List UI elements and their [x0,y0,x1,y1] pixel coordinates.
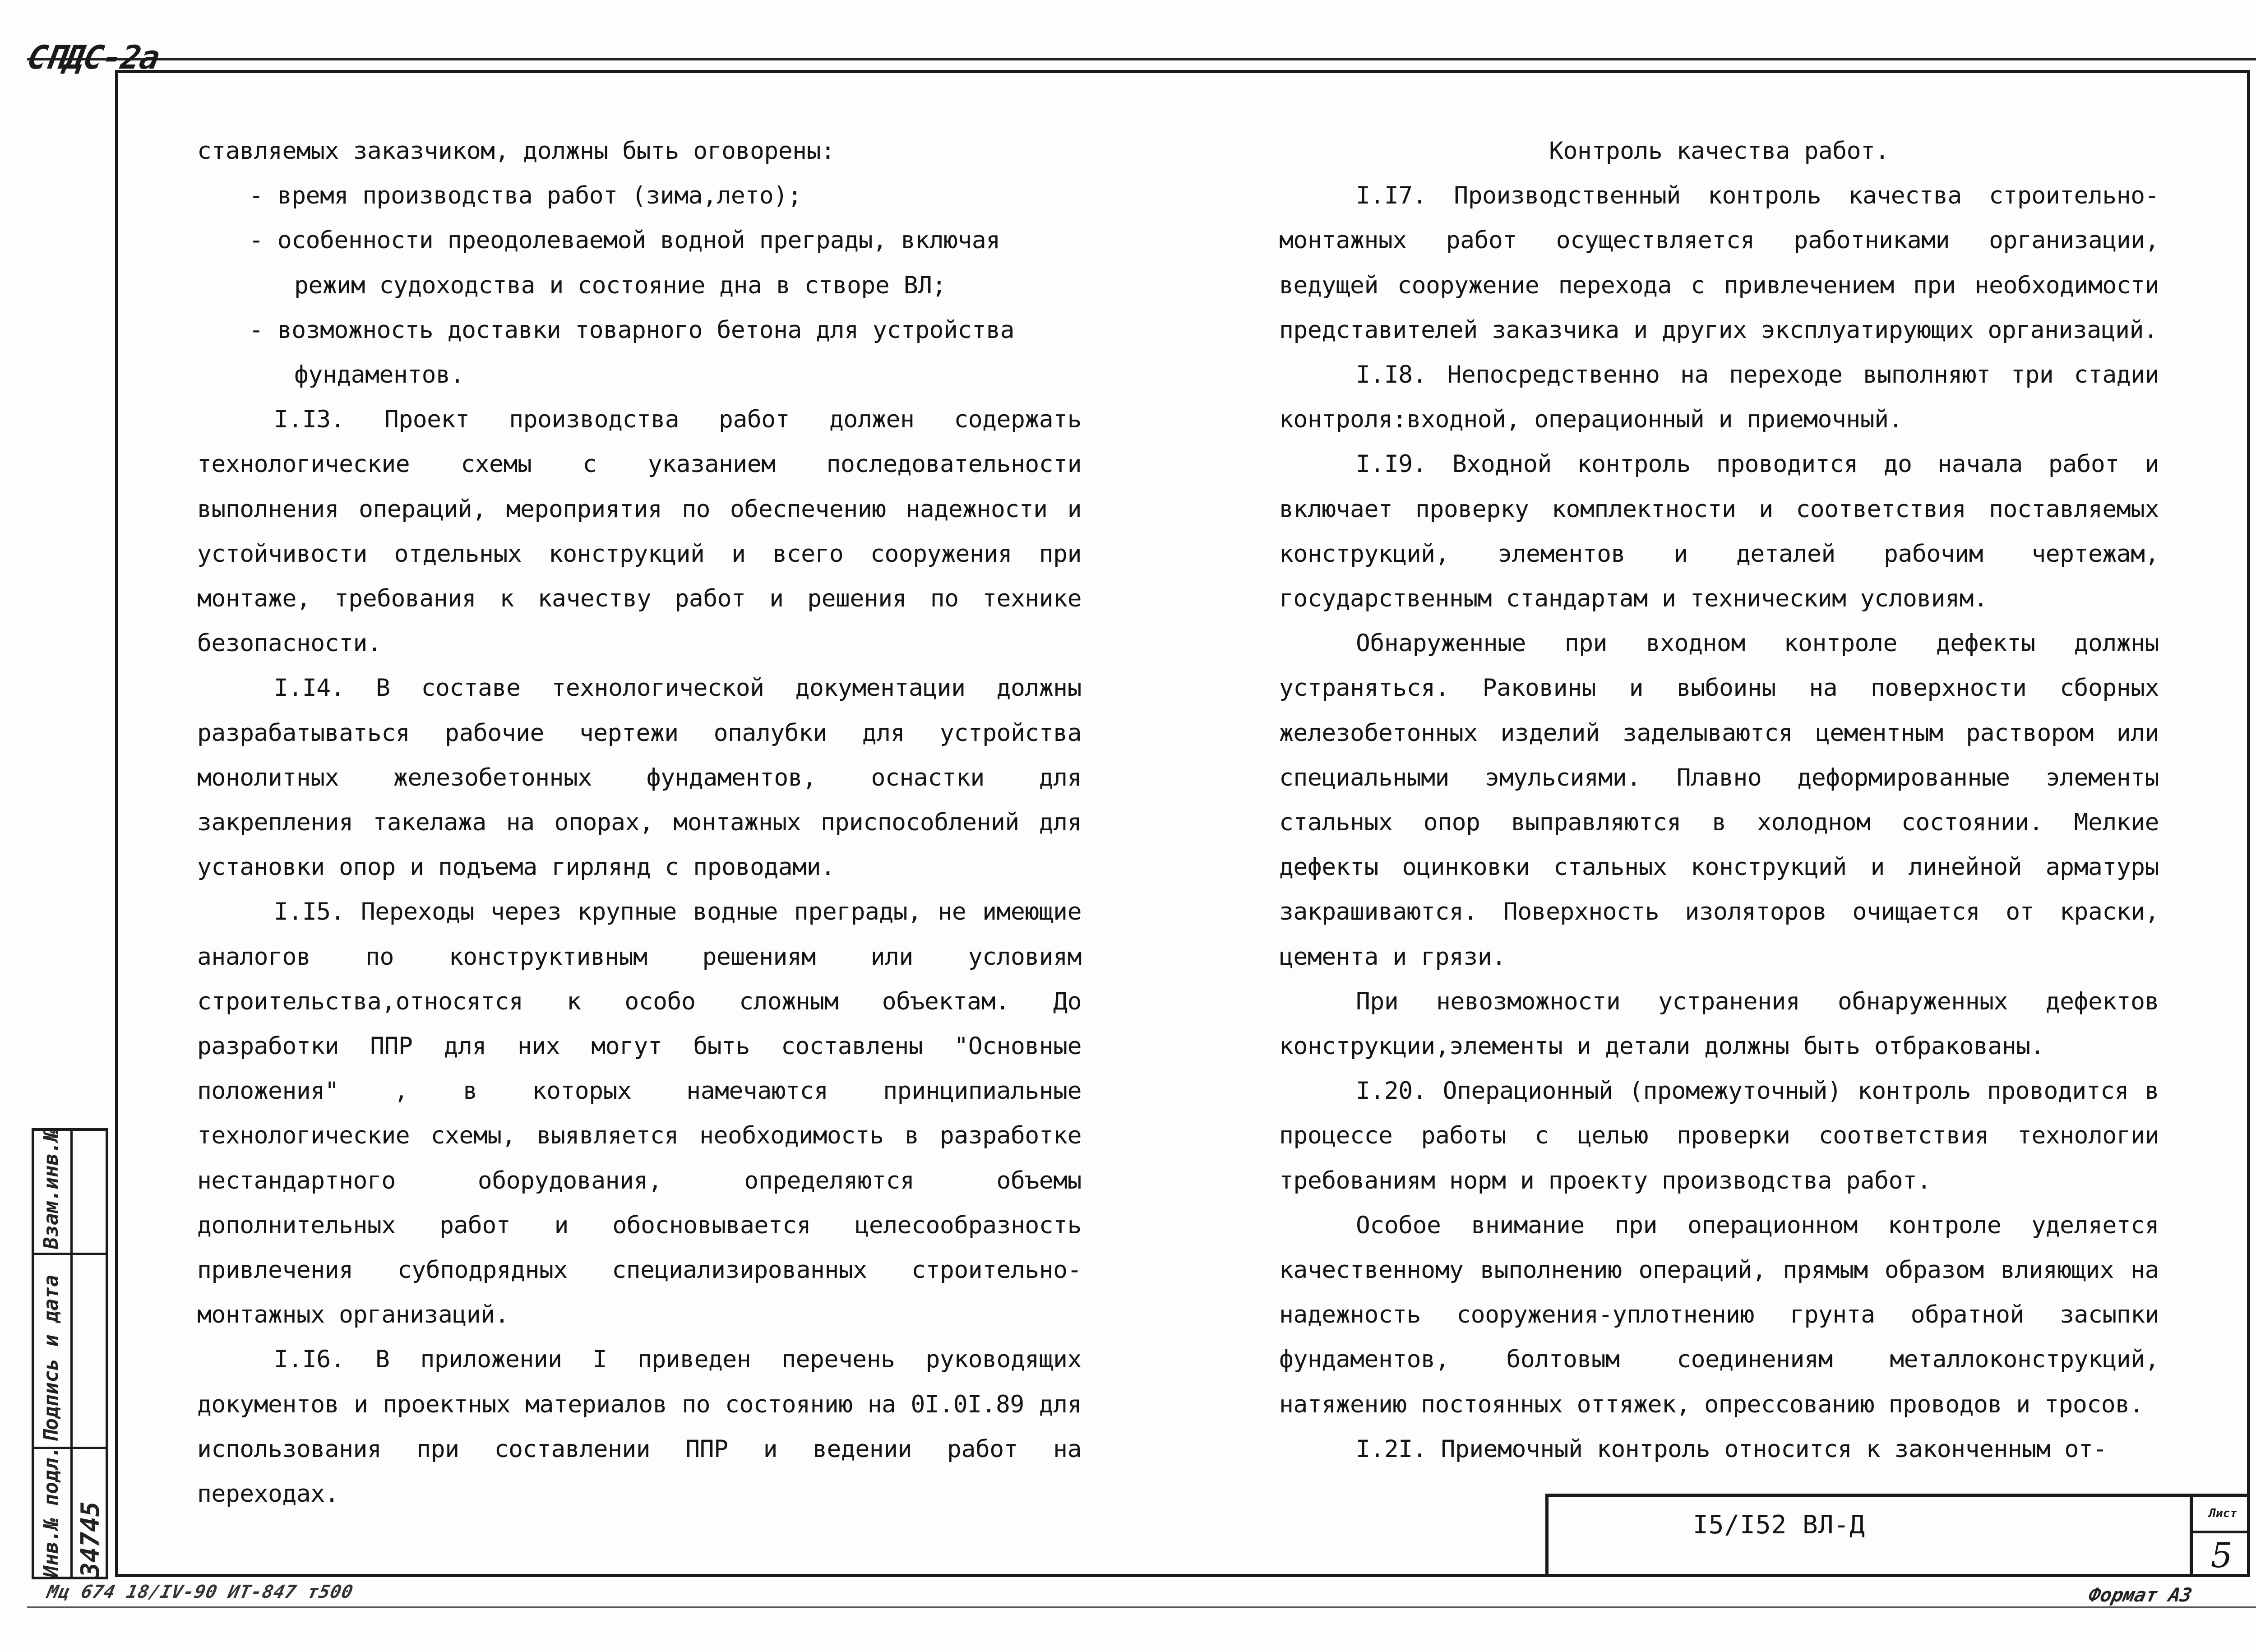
paragraph: Особое внимание при операционном контроле уделяется качественному выполнению операций, прямым образом влияющих на надежность сооружения-уплотнению грунта обратной засыпки фундаментов, болтовым соединениям металлоконструкций, натяжению постоянных оттяжек, опрессованию проводов и тросов. [1279,1211,2159,1418]
left-column [197,129,1082,1516]
paragraph: I.I5. Переходы через крупные водные преграды, не имеющие аналогов по конструктивным решениям или условиям строительства,относятся к особо сложным объектам. До разработки ППР для них могут быть составлены "Основные положения" , в которых намечаются принципиальные технологические схемы, выявляется необходимость в разработке нестандартного оборудования, определяются объемы дополнительных работ и обосновывается целесообразность привлечения субподрядных специализированных строительно-монтажных организаций. [197,898,1082,1329]
paragraph: I.I7. Производственный контроль качества строительно-монтажных работ осуществляется работниками организации, ведущей сооружение перехода с привлечением при необходимости представителей заказчика и других эксплуатирующих организаций. [1279,182,2159,344]
paragraph: - возможность доставки товарного бетона для устройства [249,316,1015,344]
paragraph: I.I4. В составе технологической документации должны разрабатываться рабочие чертежи опалубки для устройства монолитных железобетонных фундаментов, оснастки для закрепления такелажа на опорах, монтажных приспособлений для установки опор и подъема гирлянд с проводами. [197,674,1082,881]
paragraph: I.I6. В приложении I приведен перечень руководящих документов и проектных материалов по состоянию на 0I.0I.89 для использования при составлении ППР и ведении работ на переходах. [197,1346,1082,1508]
paragraph: Обнаруженные при входном контроле дефекты должны устраняться. Раковины и выбоины на поверхности сборных железобетонных изделий заделываются цементным раствором или специальными эмульсиями. Плавно деформированные элементы стальных опор выправляются в холодном состоянии. Мелкие дефекты оцинковки стальных конструкций и линейной арматуры закрашиваются. Поверхность изоляторов очищается от краски, цемента и грязи. [1279,629,2159,971]
paragraph: I.I9. Входной контроль проводится до начала работ и включает проверку комплектности и соответствия поставляемых конструкций, элементов и деталей рабочим чертежам, государственным стандартам и техническим условиям. [1279,450,2159,613]
format-note: Формат А3 [2086,1584,2194,1606]
sheet-label: Лист [2209,1507,2237,1520]
replace-label: Взам.инв.№ [40,1129,63,1249]
sign-label: Подпись и дата [40,1275,63,1442]
bottom-rule [27,1606,2256,1608]
paragraph: I.I8. Непосредственно на переходе выполняют три стадии контроля:входной, операционный и приемочный. [1279,361,2159,434]
paragraph: - особенности преодолеваемой водной преграды, включая [249,227,1000,255]
document-code: I5/I52 ВЛ-Д [1693,1510,1865,1540]
side-stamp [32,1128,108,1579]
title-block-divider [2190,1497,2193,1574]
paragraph: режим судоходства и состояние дна в створе ВЛ; [294,271,946,299]
paragraph: - время производства работ (зима,лето); [249,182,802,210]
paragraph: I.I3. Проект производства работ должен содержать технологические схемы с указанием последовательности выполнения операций, мероприятия по обеспечению надежности и устойчивости отдельных конструкций и всего сооружения при монтаже, требования к качеству работ и решения по технике безопасности. [197,406,1082,657]
inv-value: 34745 [76,1501,105,1578]
sheet-number: 5 [2210,1535,2233,1575]
paragraph: Контроль качества работ. [1549,137,1889,165]
corner-code: СПДС-2а [24,38,162,76]
paragraph: При невозможности устранения обнаруженных дефектов конструкции,элементы и детали должны быть отбракованы. [1279,987,2159,1060]
title-block [1545,1494,2250,1577]
right-column [1279,129,2159,1472]
paragraph: ставляемых заказчиком, должны быть оговорены: [197,137,835,165]
print-note: Мц 674 18/IV-90 ИТ-847 т500 [45,1582,356,1602]
paragraph: фундаментов. [294,361,464,389]
inv-label: Инв.№ подл. [40,1446,63,1578]
paragraph: I.20. Операционный (промежуточный) контроль проводится в процессе работы с целью проверки соответствия технологии требованиям норм и проекту производства работ. [1279,1077,2159,1194]
paragraph: I.2I. Приемочный контроль относится к законченным от- [1356,1435,2107,1463]
top-rule [27,58,2256,60]
stamp-row-divider [34,1253,106,1255]
